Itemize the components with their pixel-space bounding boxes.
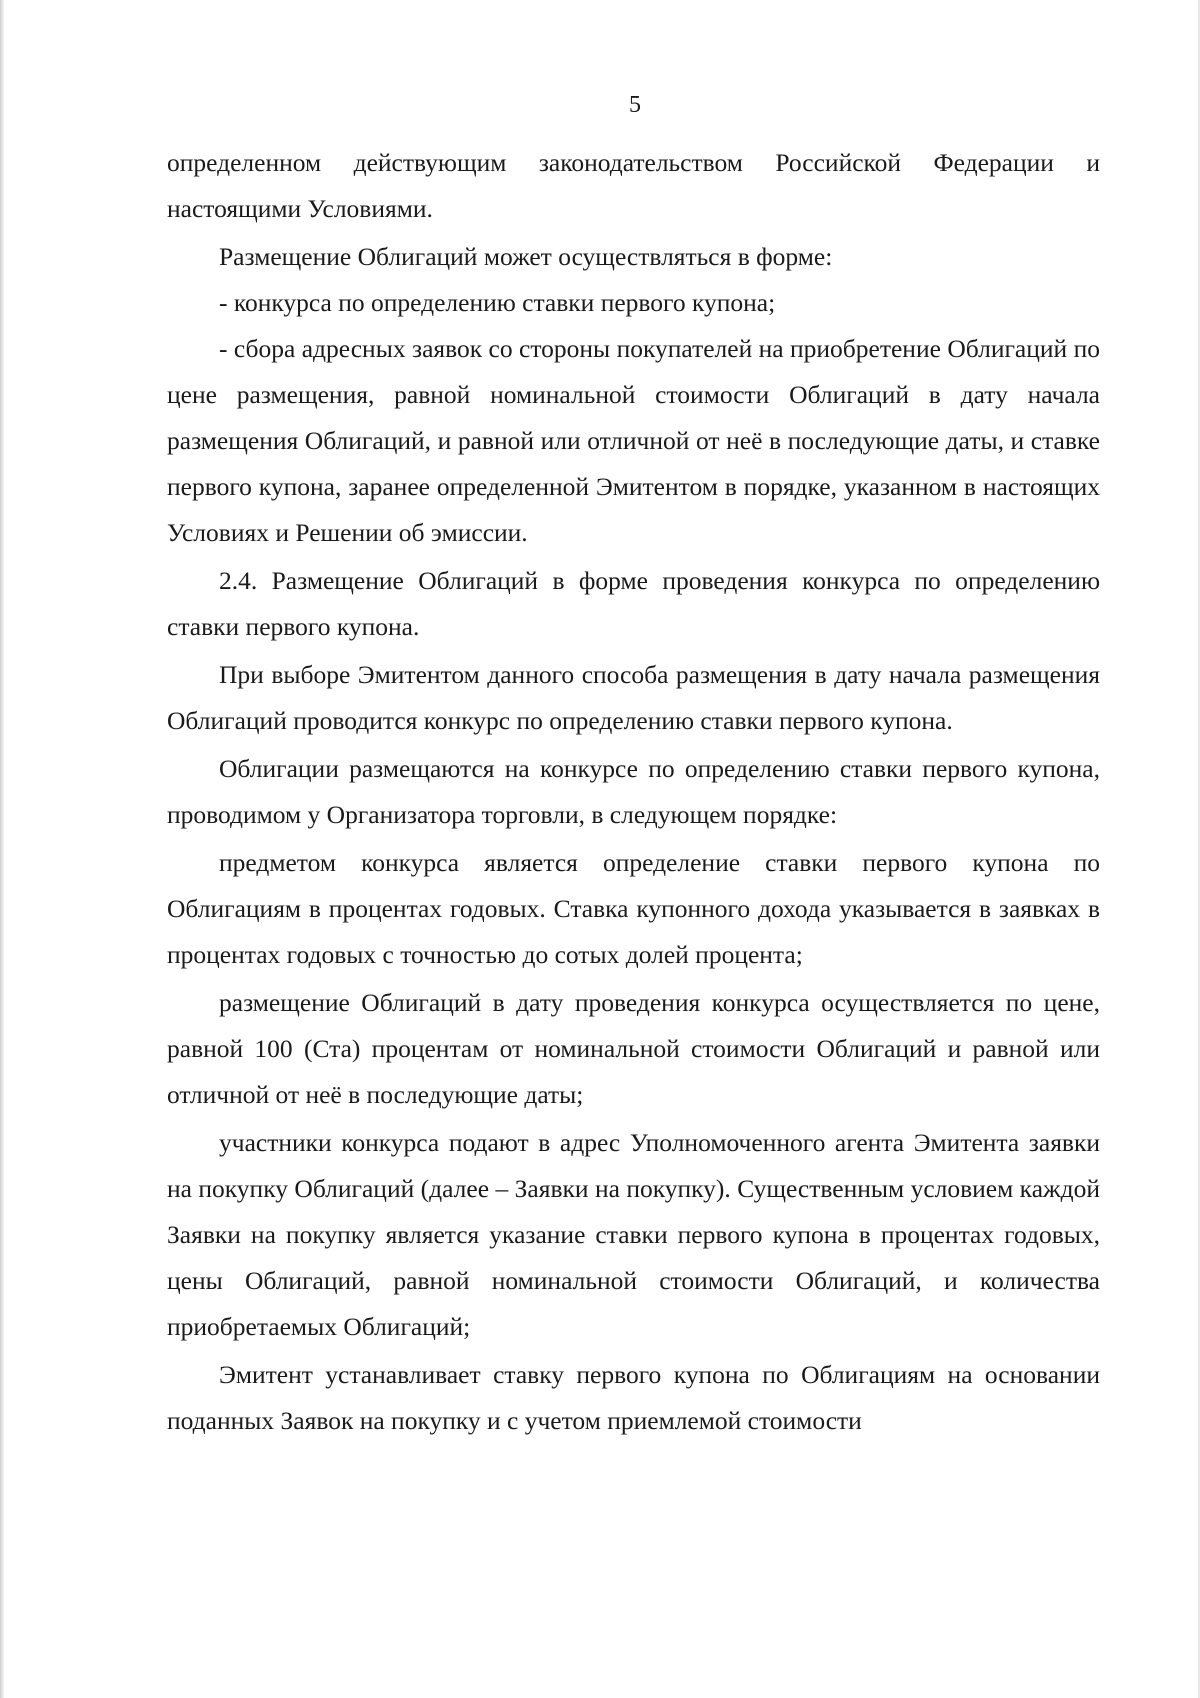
section-heading-2-4: 2.4. Размещение Облигаций в форме проведения конкурса по определению ставки первого купона. [167, 566, 1100, 641]
paragraph-tender-subject: предметом конкурса является определение ставки первого купона по Облигациям в процентах годовых. Ставка купонного дохода указывается в заявках в процентах годовых с точностью до сотых долей процента; [167, 848, 1100, 969]
list-item-tender: - конкурса по определению ставки первого купона; [219, 288, 776, 317]
scan-edge-left [0, 0, 4, 1698]
page-number: 5 [629, 92, 641, 118]
paragraph-tender-procedure: Облигации размещаются на конкурсе по определению ставки первого купона, проводимом у Организатора торговли, в следующем порядке: [167, 754, 1100, 829]
paragraph-placement-forms: Размещение Облигаций может осуществляться в форме: [219, 242, 833, 271]
paragraph-continuation: определенном действующим законодательством Российской Федерации и настоящими Условиями. [167, 148, 1100, 223]
document-body [167, 140, 1100, 1444]
list-item-book-building: - сбора адресных заявок со стороны покупателей на приобретение Облигаций по цене размещения, равной номинальной стоимости Облигаций в дату начала размещения Облигаций, и равной или отличной от неё в последующие даты, и ставке первого купона, заранее определенной Эмитентом в порядке, указанном в настоящих Условиях и Решении об эмиссии. [167, 334, 1100, 547]
paragraph-participants-orders: участники конкурса подают в адрес Уполномоченного агента Эмитента заявки на покупку Облигаций (далее – Заявки на покупку). Существенным условием каждой Заявки на покупку является указание ставки первого купона в процентах годовых, цены Облигаций, равной номинальной стоимости Облигаций, и количества приобретаемых Облигаций; [167, 1128, 1100, 1341]
paragraph-placement-price: размещение Облигаций в дату проведения конкурса осуществляется по цене, равной 100 (Ста) процентам от номинальной стоимости Облигаций и равной или отличной от неё в последующие даты; [167, 988, 1100, 1109]
paragraph-issuer-sets-rate: Эмитент устанавливает ставку первого купона по Облигациям на основании поданных Заявок на покупку и с учетом приемлемой стоимости [167, 1360, 1100, 1435]
paragraph-issuer-choice: При выборе Эмитентом данного способа размещения в дату начала размещения Облигаций проводится конкурс по определению ставки первого купона. [167, 660, 1100, 735]
